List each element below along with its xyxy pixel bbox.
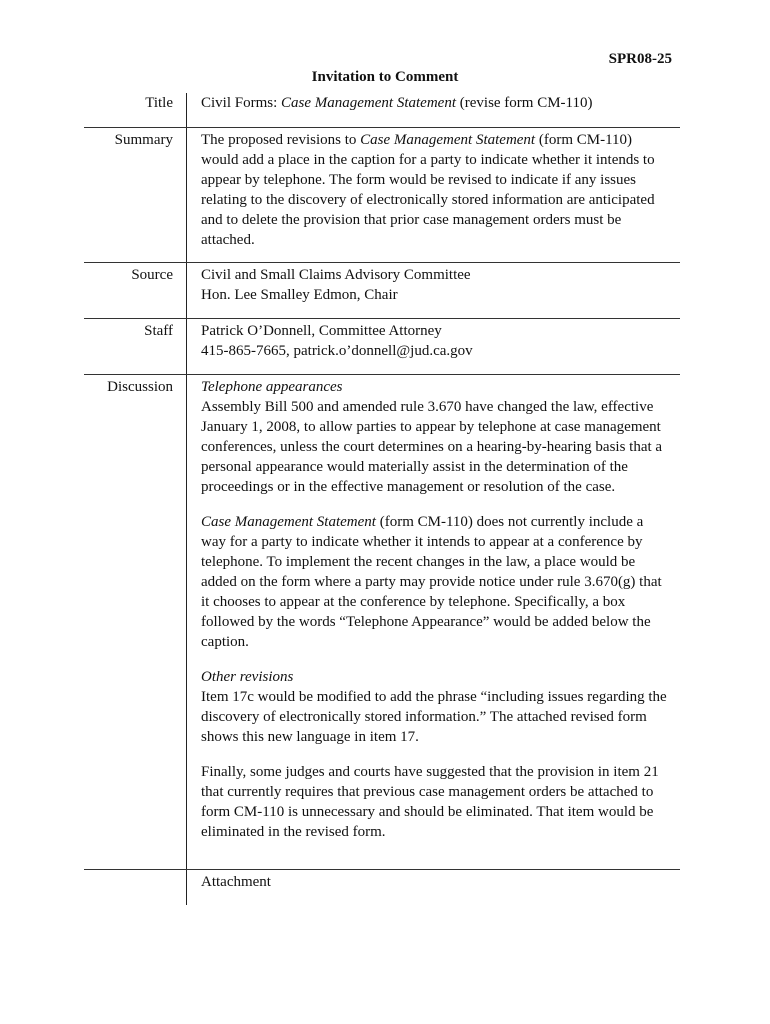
staff-contact: 415-865-7665, patrick.o’donnell@jud.ca.gov <box>201 343 473 359</box>
divider-source-staff <box>84 318 680 319</box>
other-revisions-heading: Other revisions <box>201 669 294 685</box>
divider-staff-discussion <box>84 374 680 375</box>
telephone-paragraph: Assembly Bill 500 and amended rule 3.670 have changed the law, effective January 1, 2008, to allow parties to appear by telephone at case management conferences, unless the court determines on a hearing-by-hearing basis that a personal appearance would materially assist in the determination of the proceedings or in the effective management or resolution of the case. <box>201 399 663 495</box>
staff-label: Staff <box>144 323 173 339</box>
summary-text-start: The proposed revisions to <box>201 132 361 148</box>
title-content <box>201 93 671 113</box>
divider-discussion-attachment <box>84 869 680 870</box>
staff-attorney: Patrick O’Donnell, Committee Attorney <box>201 323 442 339</box>
title-suffix: (revise form CM-110) <box>456 95 593 111</box>
attachment-label: Attachment <box>201 874 271 890</box>
attachment-content <box>201 872 671 892</box>
cms-form-name: Case Management Statement <box>201 514 376 530</box>
divider-title-summary <box>84 127 680 128</box>
source-label: Source <box>131 267 173 283</box>
telephone-heading: Telephone appearances <box>201 379 343 395</box>
staff-content <box>201 321 671 361</box>
summary-text-rest: (form CM-110) would add a place in the caption for a party to indicate whether it intends to appear by telephone. The form would be revised to indicate if any issues relating to the discovery of electronically stored information are anticipated and to delete the provision that prior case management orders must be attached. <box>201 132 655 248</box>
discussion-label: Discussion <box>107 379 173 395</box>
source-content <box>201 265 671 305</box>
summary-content <box>201 130 671 250</box>
summary-label: Summary <box>114 132 173 148</box>
title-label: Title <box>145 95 173 111</box>
final-paragraph: Finally, some judges and courts have suggested that the provision in item 21 that currently requires that previous case management orders be attached to form CM-110 is unnecessary and should be eliminated. That item would be eliminated in the revised form. <box>201 764 659 840</box>
divider-summary-source <box>84 262 680 263</box>
title-prefix: Civil Forms: <box>201 95 282 111</box>
summary-form-name: Case Management Statement <box>360 132 536 148</box>
discussion-content <box>201 377 671 842</box>
other-revisions-paragraph: Item 17c would be modified to add the phrase “including issues regarding the discovery of electronically stored information.” The attached revised form shows this new language in item 17. <box>201 689 667 745</box>
document-heading: Invitation to Comment <box>311 69 459 85</box>
source-chair: Hon. Lee Smalley Edmon, Chair <box>201 287 398 303</box>
document-id: SPR08-25 <box>608 51 672 67</box>
cms-paragraph: (form CM-110) does not currently include a way for a party to indicate whether it intends to appear at a conference by telephone. To implement the recent changes in the law, a place would be added on the form where a party may provide notice under rule 3.670(g) that it chooses to appear at the conference by telephone. Specifically, a box followed by the words “Telephone Appearance” would be added below the caption. <box>201 514 662 650</box>
column-divider <box>186 93 187 905</box>
source-committee: Civil and Small Claims Advisory Committee <box>201 267 471 283</box>
title-form-name: Case Management Statement <box>281 95 456 111</box>
